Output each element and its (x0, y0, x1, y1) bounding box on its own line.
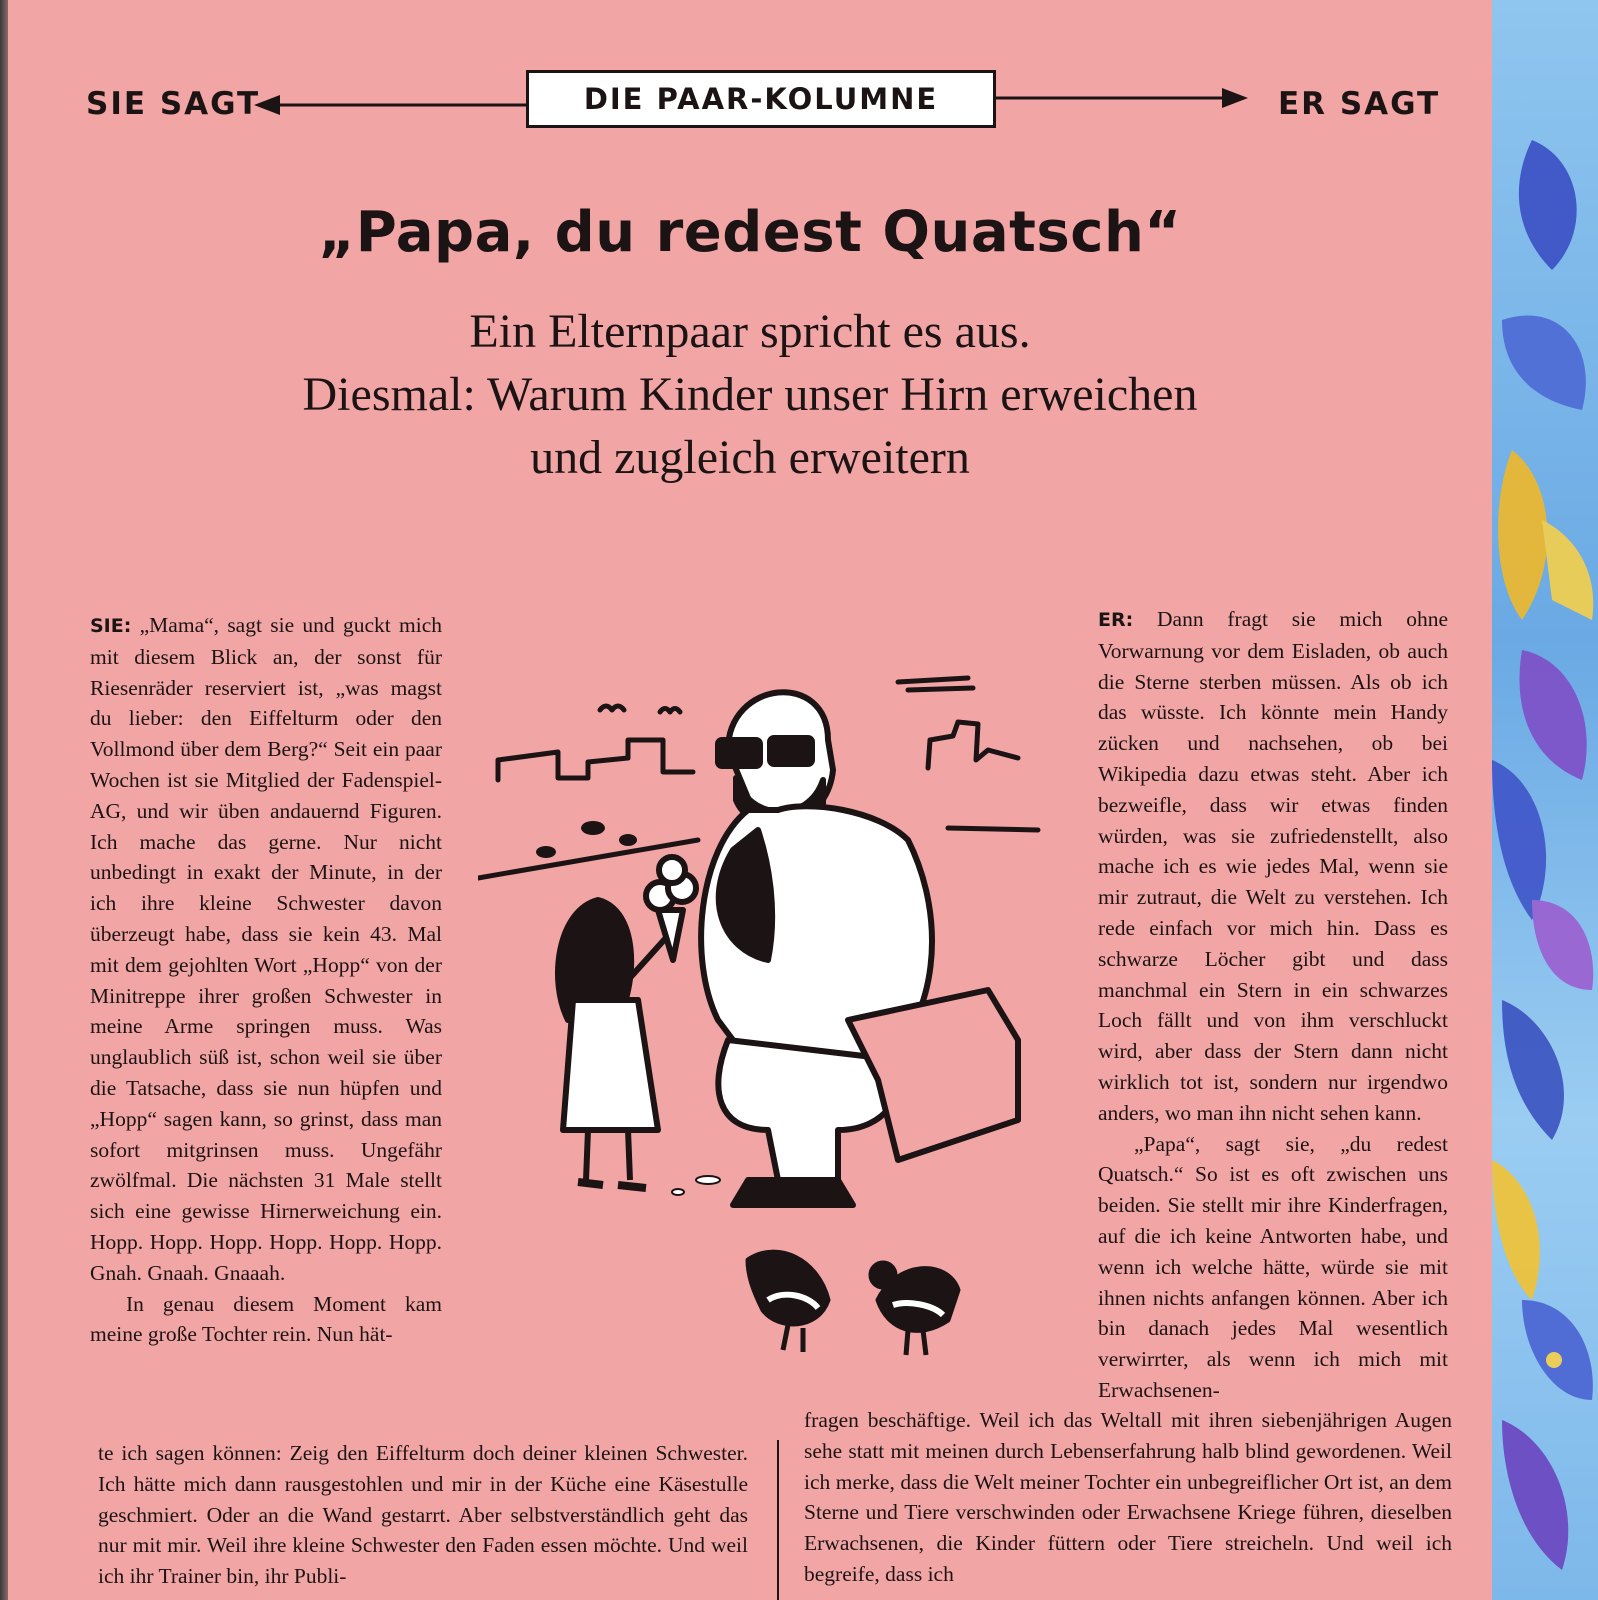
subline-line-3: und zugleich erweitern (530, 431, 970, 484)
right-column (1098, 604, 1448, 1406)
subline-line-2: Diesmal: Warum Kinder unser Hirn erweichen (302, 368, 1198, 421)
left-paragraph-1 (90, 610, 442, 1289)
arrow-right-icon (996, 88, 1248, 108)
left-paragraph-1-text: „Mama“, sagt sie und guckt mich mit diesem Blick an, der sonst für Riesenräder reserviert ist, „was magst du lieber: den Eiffelturm oder den Vollmond über dem Berg?“ Seit ein paar Wochen ist sie Mitglied der Fadenspiel-AG, und wir üben andauernd Figuren. Ich mache das gerne. Nur nicht unbedingt in exakt der Minute, in der ich ihre kleine Schwester davon überzeugt habe, dass sie kein 43. Mal mit dem gejohlten Wort „Hopp“ von der Minitreppe ihrer großen Schwester in meine Arme springen muss. Was unglaublich süß ist, schon weil sie über die Tatsache, dass sie nun hüpfen und „Hopp“ sagen kann, so grinst, dass man sofort mitgrinsen muss. Ungefähr zwölfmal. Die nächsten 31 Male stellt sich eine gewisse Hirnerweichung ein. Hopp. Hopp. Hopp. Hopp. Hopp. Hopp. Gnah. Gnaah. Gnaaah. (90, 613, 442, 1285)
left-column (90, 610, 442, 1350)
lead-sie: SIE: (90, 615, 132, 637)
father-daughter-illustration (478, 660, 1058, 1380)
kicker-sie-sagt: SIE SAGT (86, 86, 261, 122)
magazine-page (8, 0, 1492, 1600)
subline (8, 300, 1492, 489)
headline: „Papa, du redest Quatsch“ (318, 200, 1182, 265)
bottom-left-text: te ich sagen können: Zeig den Eiffelturm doch deiner kleinen Schwester. Ich hätte mich dann rausgestohlen und mir in der Küche eine Käsestulle geschmiert. Oder an die Wand gestarrt. Aber selbstverständlich geht das nur mit mir. Weil ihre kleine Schwester den Faden essen möchte. Und weil ich ihr Trainer bin, ihr Publi- (98, 1441, 748, 1589)
left-paragraph-2: In genau diesem Moment kam meine große Tochter rein. Nun hät- (90, 1291, 442, 1347)
lead-er: ER: (1098, 609, 1134, 631)
right-paragraph-1 (1098, 604, 1448, 1129)
subline-line-1: Ein Elternpaar spricht es aus. (469, 305, 1031, 358)
column-label-box (526, 70, 996, 128)
arrow-left-icon (254, 95, 526, 115)
column-label: DIE PAAR-KOLUMNE (583, 82, 939, 116)
column-rule (777, 1440, 779, 1600)
page-edge (0, 0, 8, 1600)
flower-decoration (1492, 0, 1598, 1600)
bottom-right-text: fragen beschäftige. Weil ich das Weltall mit ihren siebenjährigen Augen sehe statt mit meinen durch Lebenserfahrung halb blind gewordenen. Weil ich merke, dass die Welt meiner Tochter ein unbegreiflicher Ort ist, an dem Sterne und Tiere verschwinden oder Erwachsene Kriege führen, dieselben Erwachsenen, die Kinder füttern oder Tiere streicheln. Und weil ich begreife, dass ich (804, 1408, 1452, 1586)
right-paragraph-2: „Papa“, sagt sie, „du redest Quatsch.“ So ist es oft zwischen uns beiden. Sie stellt mir ihre Kinderfragen, auf die ich keine Antworten habe, und wenn ich welche hätte, würde sie mit ihnen nichts anfangen können. Aber ich bin danach jedes Mal wesentlich verwirrter, als wenn ich mich mit Erwachsenen- (1098, 1131, 1448, 1402)
right-paragraph-1-text: Dann fragt sie mich ohne Vorwarnung vor dem Eisladen, ob auch die Sterne sterben müssen. Als ob ich das wüsste. Ich könnte mein Handy zücken und nachsehen, ob bei Wikipedia dazu etwas steht. Aber ich bezweifle, dass wir etwas finden würden, was sie zufriedenstellt, also mache ich es wie jedes Mal, wenn sie mir zutraut, die Welt zu verstehen. Ich rede einfach vor mich hin. Dass es schwarze Löcher gibt und dass manchmal ein Stern in ein schwarzes Loch fällt und von ihm verschluckt wird, aber dass der Stern dann nicht wirklich tot ist, sondern nur irgendwo anders, wo man ihn nicht sehen kann. (1098, 607, 1448, 1125)
kicker-er-sagt: ER SAGT (1278, 86, 1441, 122)
